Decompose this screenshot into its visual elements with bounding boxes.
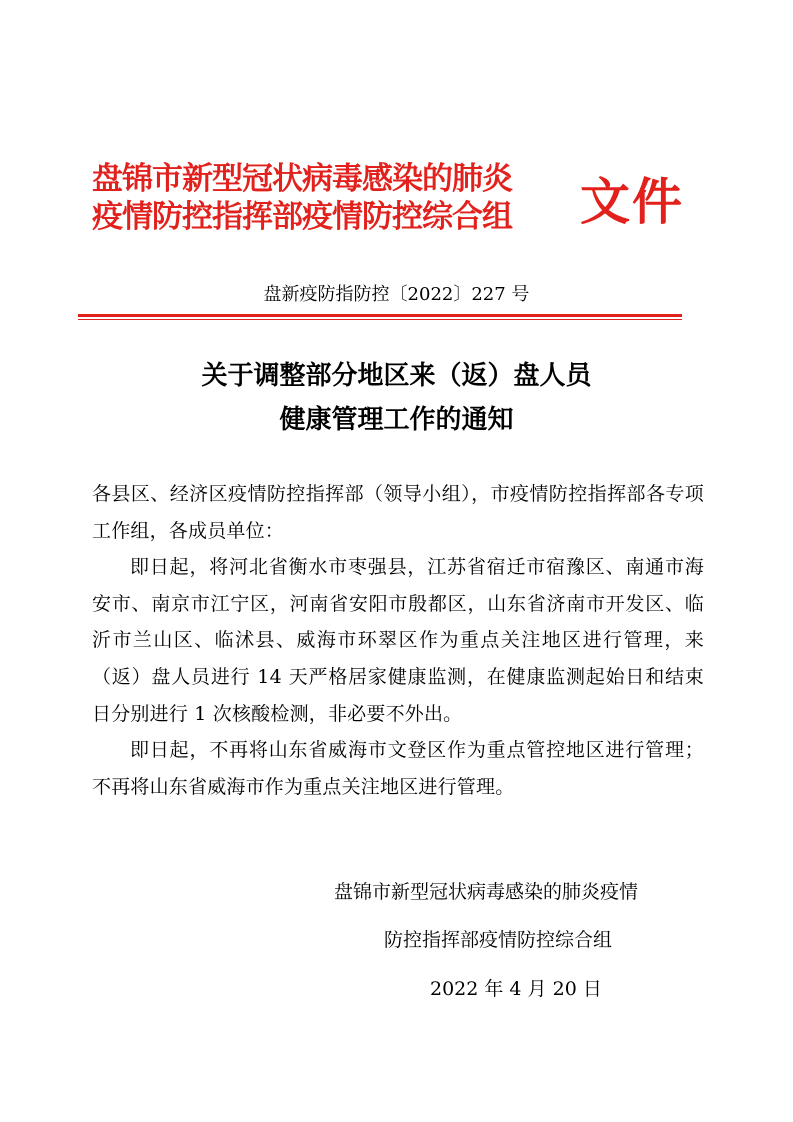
document-body xyxy=(92,476,704,805)
signature-date: 2022 年 4 月 20 日 xyxy=(430,978,602,1000)
body-paragraph-2: 即日起，不再将山东省威海市文登区作为重点管控地区进行管理；不再将山东省威海市作为重点关注地区进行管理。 xyxy=(92,739,704,798)
signature-organization-line-1: 盘锦市新型冠状病毒感染的肺炎疫情 xyxy=(334,881,639,903)
issuing-organization xyxy=(92,160,512,236)
signature-organization-line-2: 防控指挥部疫情防控综合组 xyxy=(384,929,613,951)
salutation: 各县区、经济区疫情防控指挥部（领导小组），市疫情防控指挥部各专项工作组，各成员单位： xyxy=(92,483,704,542)
red-masthead xyxy=(92,160,692,240)
document-type-label: 文件 xyxy=(580,172,684,231)
document-title xyxy=(0,354,793,442)
title-line-2: 健康管理工作的通知 xyxy=(279,405,514,435)
body-paragraph-1: 即日起，将河北省衡水市枣强县，江苏省宿迁市宿豫区、南通市海安市、南京市江宁区，河南省安阳市殷都区，山东省济南市开发区、临沂市兰山区、临沭县、威海市环翠区作为重点关注地区进行管理，来（返）盘人员进行 14 天严格居家健康监测，在健康监测起始日和结束日分别进行 1 次核酸检测，非必要不外出。 xyxy=(92,556,704,725)
document-number: 盘新疫防指防控〔2022〕227 号 xyxy=(263,284,530,305)
red-separator-line xyxy=(78,314,682,320)
organization-line-2: 疫情防控指挥部疫情防控综合组 xyxy=(92,199,512,235)
title-line-1: 关于调整部分地区来（返）盘人员 xyxy=(201,361,592,391)
organization-line-1: 盘锦市新型冠状病毒感染的肺炎 xyxy=(92,161,512,197)
